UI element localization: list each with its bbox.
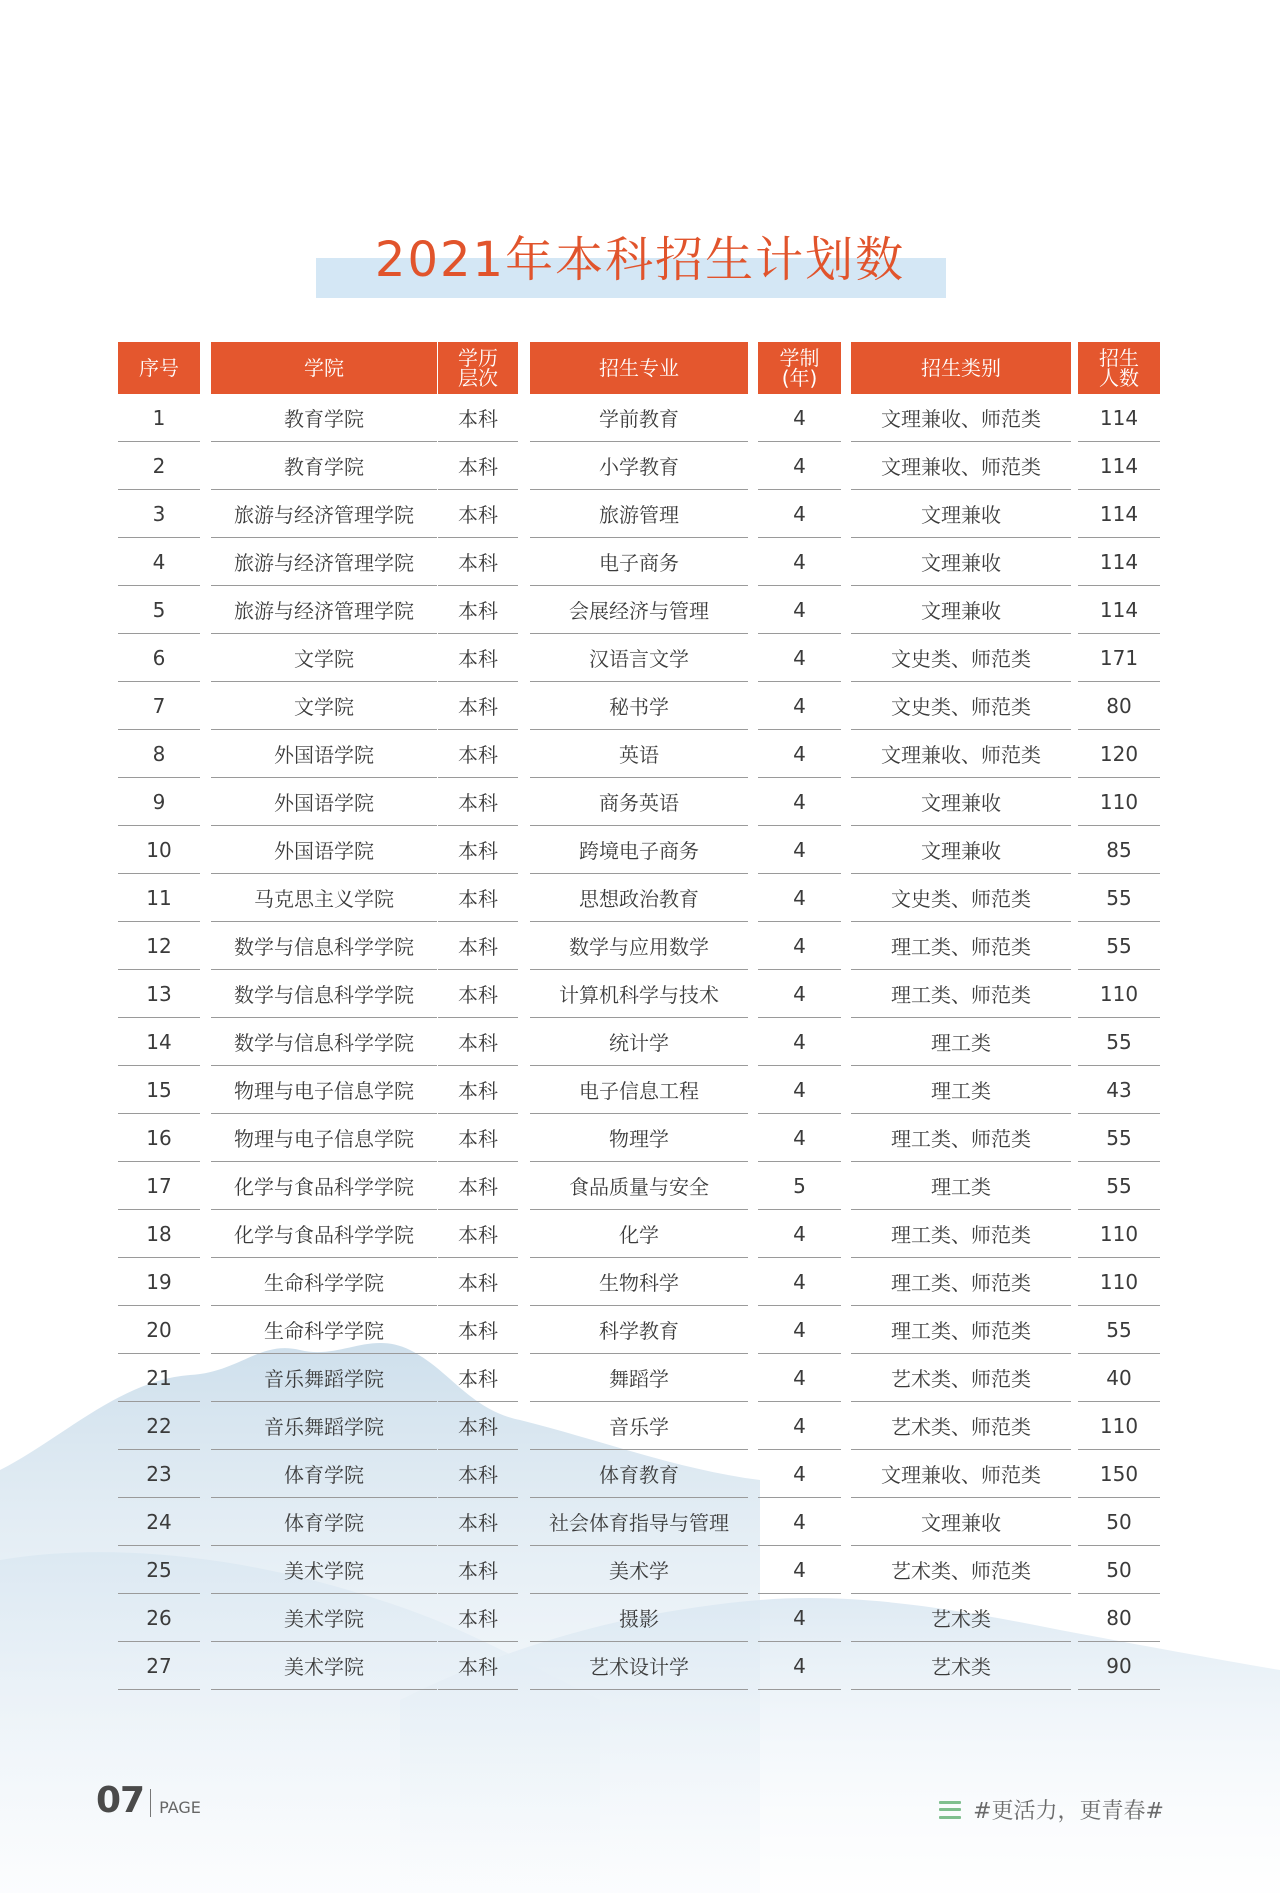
cell-college: 数学与信息科学学院	[211, 970, 437, 1018]
cell-index: 3	[118, 490, 200, 538]
cell-category: 文理兼收、师范类	[851, 1450, 1071, 1498]
cell-college: 旅游与经济管理学院	[211, 490, 437, 538]
cell-level: 本科	[438, 1306, 518, 1354]
cell-duration: 4	[758, 442, 841, 490]
page-number-block	[96, 1780, 201, 1821]
cell-count: 55	[1078, 1306, 1160, 1354]
cell-count: 55	[1078, 922, 1160, 970]
cell-major: 化学	[530, 1210, 748, 1258]
cell-major: 摄影	[530, 1594, 748, 1642]
table-row	[118, 1066, 1160, 1114]
cell-major: 学前教育	[530, 394, 748, 442]
cell-count: 114	[1078, 490, 1160, 538]
cell-category: 文史类、师范类	[851, 682, 1071, 730]
cell-major: 物理学	[530, 1114, 748, 1162]
table-row	[118, 1642, 1160, 1690]
cell-level: 本科	[438, 730, 518, 778]
cell-count: 85	[1078, 826, 1160, 874]
cell-college: 化学与食品科学学院	[211, 1162, 437, 1210]
cell-category: 理工类、师范类	[851, 1306, 1071, 1354]
cell-major: 跨境电子商务	[530, 826, 748, 874]
cell-category: 文理兼收	[851, 1498, 1071, 1546]
cell-duration: 4	[758, 1306, 841, 1354]
cell-index: 14	[118, 1018, 200, 1066]
cell-category: 艺术类	[851, 1594, 1071, 1642]
header-duration: 学制 (年)	[758, 342, 841, 394]
table-row	[118, 394, 1160, 442]
cell-count: 114	[1078, 442, 1160, 490]
cell-category: 理工类、师范类	[851, 1258, 1071, 1306]
cell-category: 理工类、师范类	[851, 922, 1071, 970]
page-title: 2021年本科招生计划数	[374, 232, 906, 288]
table-row	[118, 1210, 1160, 1258]
cell-major: 生物科学	[530, 1258, 748, 1306]
cell-category: 文理兼收	[851, 826, 1071, 874]
cell-count: 110	[1078, 1402, 1160, 1450]
table-row	[118, 634, 1160, 682]
cell-count: 40	[1078, 1354, 1160, 1402]
table-row	[118, 778, 1160, 826]
cell-level: 本科	[438, 826, 518, 874]
cell-level: 本科	[438, 442, 518, 490]
cell-category: 理工类、师范类	[851, 970, 1071, 1018]
cell-major: 计算机科学与技术	[530, 970, 748, 1018]
cell-level: 本科	[438, 1450, 518, 1498]
cell-level: 本科	[438, 1066, 518, 1114]
cell-count: 110	[1078, 970, 1160, 1018]
header-index: 序号	[118, 342, 200, 394]
cell-major: 旅游管理	[530, 490, 748, 538]
table-row	[118, 730, 1160, 778]
cell-category: 理工类	[851, 1018, 1071, 1066]
cell-college: 音乐舞蹈学院	[211, 1354, 437, 1402]
cell-category: 艺术类、师范类	[851, 1354, 1071, 1402]
table-row	[118, 586, 1160, 634]
cell-duration: 4	[758, 1114, 841, 1162]
table-row	[118, 538, 1160, 586]
cell-count: 110	[1078, 1210, 1160, 1258]
cell-level: 本科	[438, 1354, 518, 1402]
cell-count: 55	[1078, 1162, 1160, 1210]
cell-college: 数学与信息科学学院	[211, 922, 437, 970]
page-divider	[150, 1789, 151, 1817]
cell-index: 2	[118, 442, 200, 490]
cell-index: 20	[118, 1306, 200, 1354]
cell-college: 美术学院	[211, 1594, 437, 1642]
cell-level: 本科	[438, 1594, 518, 1642]
cell-level: 本科	[438, 1546, 518, 1594]
cell-category: 文理兼收、师范类	[851, 394, 1071, 442]
page-number: 07	[96, 1780, 145, 1821]
cell-level: 本科	[438, 1162, 518, 1210]
cell-level: 本科	[438, 970, 518, 1018]
cell-category: 文理兼收	[851, 586, 1071, 634]
table-row	[118, 682, 1160, 730]
cell-count: 80	[1078, 1594, 1160, 1642]
cell-college: 数学与信息科学学院	[211, 1018, 437, 1066]
cell-category: 理工类	[851, 1162, 1071, 1210]
cell-index: 11	[118, 874, 200, 922]
cell-count: 55	[1078, 874, 1160, 922]
cell-duration: 4	[758, 1018, 841, 1066]
cell-level: 本科	[438, 490, 518, 538]
table-row	[118, 1498, 1160, 1546]
cell-major: 科学教育	[530, 1306, 748, 1354]
cell-duration: 4	[758, 1450, 841, 1498]
cell-count: 114	[1078, 538, 1160, 586]
cell-major: 舞蹈学	[530, 1354, 748, 1402]
cell-college: 物理与电子信息学院	[211, 1114, 437, 1162]
table-row	[118, 1306, 1160, 1354]
cell-major: 电子信息工程	[530, 1066, 748, 1114]
table-row	[118, 874, 1160, 922]
cell-level: 本科	[438, 1642, 518, 1690]
cell-count: 171	[1078, 634, 1160, 682]
cell-college: 文学院	[211, 682, 437, 730]
cell-duration: 4	[758, 538, 841, 586]
enrollment-plan-table	[118, 342, 1160, 1690]
cell-count: 114	[1078, 586, 1160, 634]
cell-college: 教育学院	[211, 442, 437, 490]
cell-duration: 4	[758, 1354, 841, 1402]
cell-index: 25	[118, 1546, 200, 1594]
cell-duration: 4	[758, 1402, 841, 1450]
cell-college: 旅游与经济管理学院	[211, 538, 437, 586]
cell-duration: 4	[758, 586, 841, 634]
cell-duration: 4	[758, 394, 841, 442]
cell-duration: 4	[758, 1258, 841, 1306]
cell-duration: 4	[758, 1066, 841, 1114]
cell-duration: 4	[758, 826, 841, 874]
cell-level: 本科	[438, 1498, 518, 1546]
cell-college: 旅游与经济管理学院	[211, 586, 437, 634]
cell-category: 艺术类、师范类	[851, 1402, 1071, 1450]
cell-level: 本科	[438, 538, 518, 586]
cell-category: 理工类、师范类	[851, 1114, 1071, 1162]
page-label: PAGE	[159, 1798, 201, 1817]
cell-index: 15	[118, 1066, 200, 1114]
cell-level: 本科	[438, 634, 518, 682]
cell-level: 本科	[438, 682, 518, 730]
cell-count: 120	[1078, 730, 1160, 778]
cell-major: 数学与应用数学	[530, 922, 748, 970]
cell-college: 生命科学学院	[211, 1306, 437, 1354]
cell-index: 24	[118, 1498, 200, 1546]
cell-level: 本科	[438, 778, 518, 826]
cell-major: 艺术设计学	[530, 1642, 748, 1690]
cell-level: 本科	[438, 586, 518, 634]
menu-icon	[939, 1801, 961, 1819]
cell-count: 80	[1078, 682, 1160, 730]
cell-major: 小学教育	[530, 442, 748, 490]
cell-duration: 4	[758, 490, 841, 538]
table-row	[118, 1162, 1160, 1210]
cell-major: 食品质量与安全	[530, 1162, 748, 1210]
cell-college: 体育学院	[211, 1450, 437, 1498]
cell-index: 18	[118, 1210, 200, 1258]
cell-major: 会展经济与管理	[530, 586, 748, 634]
table-body	[118, 394, 1160, 1690]
cell-count: 55	[1078, 1114, 1160, 1162]
table-row	[118, 442, 1160, 490]
cell-count: 90	[1078, 1642, 1160, 1690]
header-level: 学历 层次	[438, 342, 518, 394]
cell-major: 思想政治教育	[530, 874, 748, 922]
cell-index: 22	[118, 1402, 200, 1450]
cell-duration: 4	[758, 922, 841, 970]
table-row	[118, 1018, 1160, 1066]
cell-duration: 4	[758, 1642, 841, 1690]
cell-duration: 4	[758, 778, 841, 826]
cell-category: 艺术类、师范类	[851, 1546, 1071, 1594]
cell-college: 生命科学学院	[211, 1258, 437, 1306]
table-row	[118, 1258, 1160, 1306]
cell-major: 音乐学	[530, 1402, 748, 1450]
cell-index: 1	[118, 394, 200, 442]
slogan-text: #更活力，更青春#	[973, 1799, 1164, 1824]
table-row	[118, 1402, 1160, 1450]
cell-level: 本科	[438, 1210, 518, 1258]
cell-level: 本科	[438, 874, 518, 922]
table-row	[118, 490, 1160, 538]
cell-college: 美术学院	[211, 1642, 437, 1690]
cell-category: 文史类、师范类	[851, 874, 1071, 922]
cell-college: 马克思主义学院	[211, 874, 437, 922]
table-row	[118, 1594, 1160, 1642]
cell-level: 本科	[438, 1258, 518, 1306]
cell-category: 文理兼收、师范类	[851, 730, 1071, 778]
cell-count: 110	[1078, 778, 1160, 826]
cell-major: 统计学	[530, 1018, 748, 1066]
cell-college: 美术学院	[211, 1546, 437, 1594]
cell-college: 外国语学院	[211, 730, 437, 778]
cell-level: 本科	[438, 922, 518, 970]
header-college: 学院	[211, 342, 437, 394]
cell-index: 12	[118, 922, 200, 970]
table-row	[118, 1114, 1160, 1162]
table-row	[118, 1450, 1160, 1498]
cell-count: 110	[1078, 1258, 1160, 1306]
header-major: 招生专业	[530, 342, 748, 394]
cell-major: 商务英语	[530, 778, 748, 826]
cell-count: 150	[1078, 1450, 1160, 1498]
cell-category: 文理兼收	[851, 490, 1071, 538]
cell-index: 27	[118, 1642, 200, 1690]
header-count: 招生 人数	[1078, 342, 1160, 394]
cell-major: 秘书学	[530, 682, 748, 730]
cell-index: 13	[118, 970, 200, 1018]
cell-index: 4	[118, 538, 200, 586]
table-header	[118, 342, 1160, 394]
cell-college: 教育学院	[211, 394, 437, 442]
slogan-block	[939, 1794, 1164, 1825]
cell-duration: 4	[758, 1210, 841, 1258]
cell-index: 8	[118, 730, 200, 778]
cell-count: 114	[1078, 394, 1160, 442]
cell-level: 本科	[438, 394, 518, 442]
cell-duration: 4	[758, 1498, 841, 1546]
cell-index: 17	[118, 1162, 200, 1210]
cell-major: 社会体育指导与管理	[530, 1498, 748, 1546]
cell-college: 化学与食品科学学院	[211, 1210, 437, 1258]
cell-index: 7	[118, 682, 200, 730]
cell-level: 本科	[438, 1402, 518, 1450]
cell-duration: 4	[758, 970, 841, 1018]
cell-category: 艺术类	[851, 1642, 1071, 1690]
table-row	[118, 1546, 1160, 1594]
table-row	[118, 970, 1160, 1018]
cell-level: 本科	[438, 1018, 518, 1066]
title-block	[0, 228, 1280, 308]
cell-index: 10	[118, 826, 200, 874]
cell-count: 43	[1078, 1066, 1160, 1114]
cell-category: 理工类、师范类	[851, 1210, 1071, 1258]
cell-index: 23	[118, 1450, 200, 1498]
cell-duration: 4	[758, 730, 841, 778]
cell-major: 体育教育	[530, 1450, 748, 1498]
cell-duration: 5	[758, 1162, 841, 1210]
cell-category: 文理兼收	[851, 538, 1071, 586]
cell-count: 50	[1078, 1498, 1160, 1546]
cell-index: 26	[118, 1594, 200, 1642]
cell-category: 理工类	[851, 1066, 1071, 1114]
cell-index: 9	[118, 778, 200, 826]
cell-category: 文理兼收、师范类	[851, 442, 1071, 490]
cell-category: 文史类、师范类	[851, 634, 1071, 682]
cell-index: 21	[118, 1354, 200, 1402]
cell-level: 本科	[438, 1114, 518, 1162]
table-row	[118, 826, 1160, 874]
cell-index: 6	[118, 634, 200, 682]
cell-duration: 4	[758, 1546, 841, 1594]
cell-duration: 4	[758, 1594, 841, 1642]
table-row	[118, 1354, 1160, 1402]
cell-college: 文学院	[211, 634, 437, 682]
cell-category: 文理兼收	[851, 778, 1071, 826]
cell-college: 体育学院	[211, 1498, 437, 1546]
cell-count: 55	[1078, 1018, 1160, 1066]
cell-major: 英语	[530, 730, 748, 778]
cell-duration: 4	[758, 634, 841, 682]
cell-index: 19	[118, 1258, 200, 1306]
cell-index: 5	[118, 586, 200, 634]
cell-college: 外国语学院	[211, 826, 437, 874]
cell-major: 电子商务	[530, 538, 748, 586]
cell-duration: 4	[758, 682, 841, 730]
cell-college: 外国语学院	[211, 778, 437, 826]
cell-index: 16	[118, 1114, 200, 1162]
cell-college: 物理与电子信息学院	[211, 1066, 437, 1114]
header-category: 招生类别	[851, 342, 1071, 394]
table-row	[118, 922, 1160, 970]
cell-college: 音乐舞蹈学院	[211, 1402, 437, 1450]
cell-major: 美术学	[530, 1546, 748, 1594]
cell-major: 汉语言文学	[530, 634, 748, 682]
cell-count: 50	[1078, 1546, 1160, 1594]
cell-duration: 4	[758, 874, 841, 922]
